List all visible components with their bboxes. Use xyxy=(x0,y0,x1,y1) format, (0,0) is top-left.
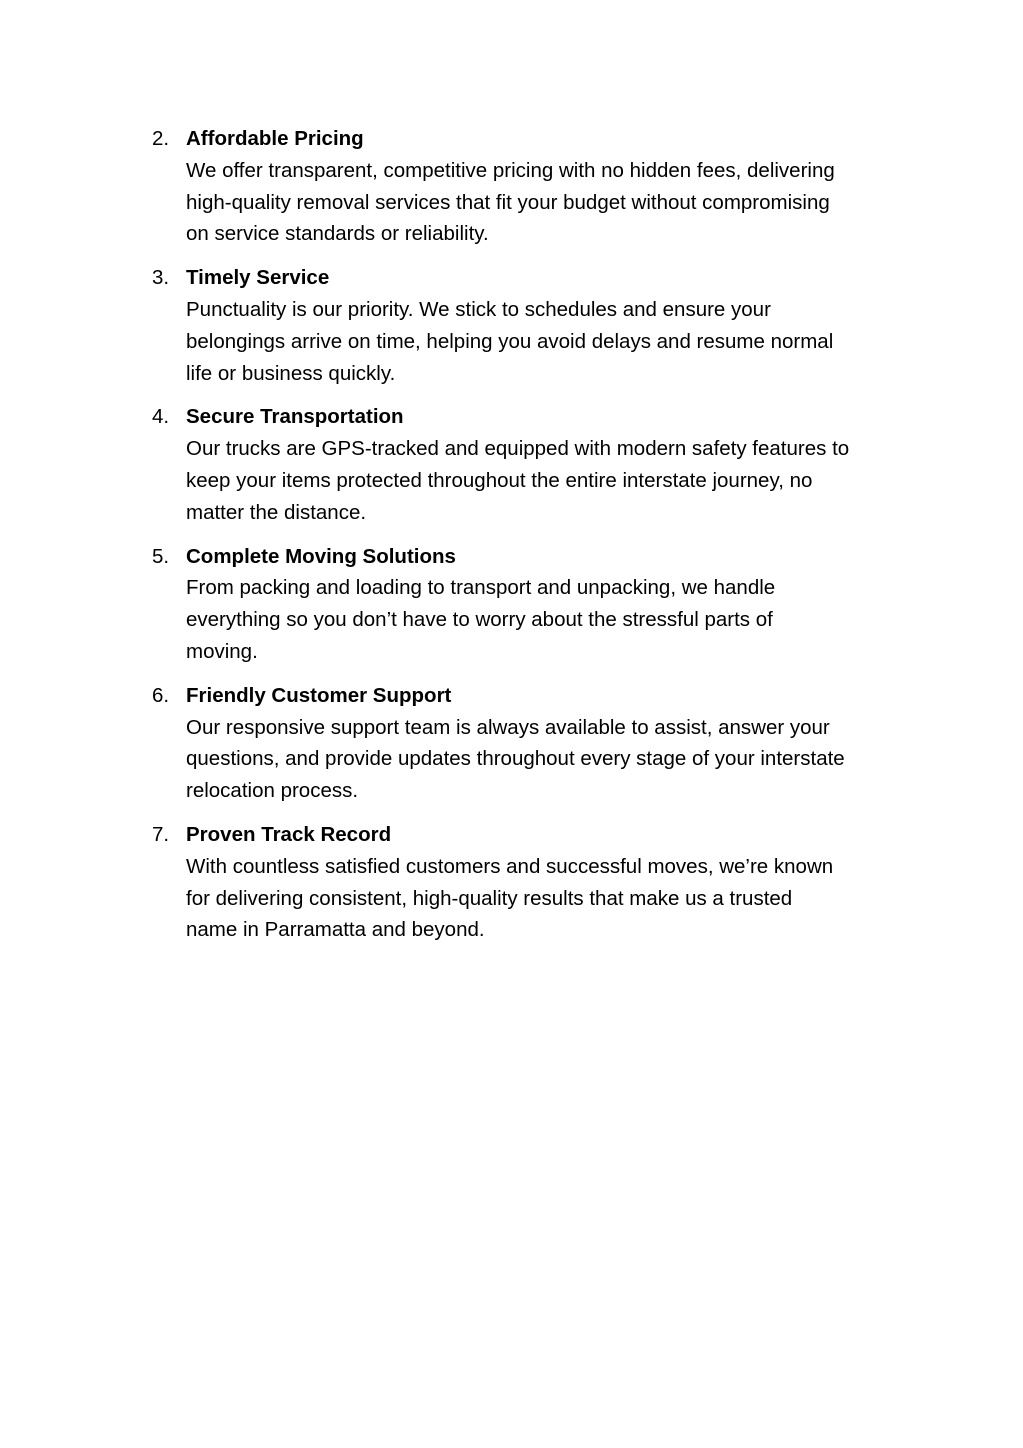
list-item-text-line: questions, and provide updates throughout every stage of your interstate xyxy=(186,747,845,771)
list-item-content xyxy=(186,123,912,250)
list-item-text-line: high-quality removal services that fit your budget without compromising xyxy=(186,190,830,214)
list-item-text-line: Our trucks are GPS-tracked and equipped with modern safety features to xyxy=(186,437,850,461)
list-item-content xyxy=(186,401,912,528)
list-item-text-line: With countless satisfied customers and successful moves, we’re known xyxy=(186,854,834,878)
list-item-text-line: We offer transparent, competitive pricing with no hidden fees, delivering xyxy=(186,158,835,182)
list-item-content xyxy=(186,541,912,668)
list-item-text-line: matter the distance. xyxy=(186,500,367,524)
list-item xyxy=(152,123,912,250)
list-item-text-line: belongings arrive on time, helping you avoid delays and resume normal xyxy=(186,329,834,353)
list-item xyxy=(152,541,912,668)
list-item-content xyxy=(186,680,912,807)
list-item-number: 4. xyxy=(152,405,170,429)
list-item-text-line: Punctuality is our priority. We stick to schedules and ensure your xyxy=(186,297,771,321)
list-item-text-line: life or business quickly. xyxy=(186,361,396,385)
list-item-text-line: name in Parramatta and beyond. xyxy=(186,918,485,942)
list-item xyxy=(152,401,912,528)
list-item-number: 7. xyxy=(152,822,170,846)
list-item-content xyxy=(186,262,912,389)
list-item xyxy=(152,680,912,807)
list-item-title: Friendly Customer Support xyxy=(186,683,452,707)
list-item xyxy=(152,819,912,946)
list-item-text-line: From packing and loading to transport and unpacking, we handle xyxy=(186,576,776,600)
list-item-number: 6. xyxy=(152,683,170,707)
list-item-number: 2. xyxy=(152,127,170,150)
list-item-text-line: keep your items protected throughout the entire interstate journey, no xyxy=(186,468,813,492)
list-item-number: 3. xyxy=(152,266,170,290)
list-item-title: Affordable Pricing xyxy=(186,127,364,150)
list-item-text-line: Our responsive support team is always available to assist, answer your xyxy=(186,715,830,739)
list-item-content xyxy=(186,819,912,946)
list-item-title: Proven Track Record xyxy=(186,822,392,846)
list-item-title: Complete Moving Solutions xyxy=(186,544,456,568)
list-item-title: Secure Transportation xyxy=(186,405,404,429)
list-item-title: Timely Service xyxy=(186,266,330,290)
list-item-text-line: everything so you don’t have to worry about the stressful parts of xyxy=(186,608,773,632)
feature-list xyxy=(152,123,912,958)
list-item-text-line: on service standards or reliability. xyxy=(186,222,489,246)
list-item-text-line: for delivering consistent, high-quality results that make us a trusted xyxy=(186,886,793,910)
list-item xyxy=(152,262,912,389)
list-item-number: 5. xyxy=(152,544,170,568)
list-item-text-line: relocation process. xyxy=(186,779,359,803)
list-item-text-line: moving. xyxy=(186,639,258,663)
